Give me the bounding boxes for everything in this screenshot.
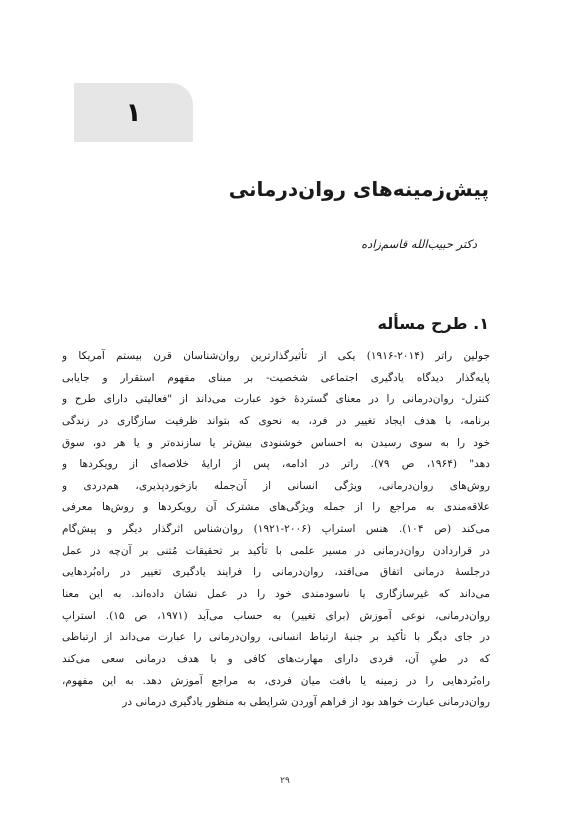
section-heading: ۱. طرح مسأله [377,314,489,333]
body-line: خود را به سوی رسیدن به احساس خوشنودی بیش‌تر یا سازنده‌تر و یا هر دو، سوق [62,436,490,449]
body-line: می‌کند (ص ۱۰۴). هنس استراپ (۲۰۰۶-۱۹۲۱) روان‌شناس اثرگذار دیگر و پیش‌گام [62,523,490,536]
body-line: برنامه، با هدف ایجاد تغییر در فرد، به نحوی که بتواند ظرفیت سازگاری در زندگی [62,414,490,427]
body-line: پایه‌گذار دیدگاه یادگیری اجتماعی شخصیت- بر مبنای مفهوم استقرار و جایابی [62,371,490,384]
body-paragraph [62,346,490,714]
body-line: روش‌های روان‌درمانی، ویژگی انسانی از آن‌جمله بازخوردپذیری، هم‌دردی و [62,479,490,492]
body-line: دهد" (۱۹۶۴، ص ۷۹). راتر در ادامه، پس از ارایهٔ خلاصه‌ای از رویکردها و [62,458,490,471]
body-line: کنترل- روان‌درمانی را در معنای گستردهٔ خود عبارت می‌داند از "فعالیتی دارای طرح و [62,393,490,406]
body-line: در جای دیگر با تأکید بر جنبهٔ ارتباط انسانی، روان‌درمانی را عبارت می‌داند از ارتباطی [62,631,490,644]
body-line: می‌داند که غیرسازگاری یا ناسودمندی خود را در عمل نشان داده‌اند. به این معنا [62,588,490,601]
body-line: علاقه‌مندی به مراجع را از جمله ویژگی‌های مشترک آن رویکردها و روش‌ها معرفی [62,501,490,514]
body-line: راه‌بُردهایی را در زمینه یا بافت میان فردی، به مراجع آموزش دهد. به این مفهوم، [62,674,490,687]
page-number: ۲۹ [280,776,290,786]
chapter-number: ۱ [125,97,142,128]
author-name: دکتر حبیب‌الله قاسم‌زاده [361,237,477,251]
body-line: در قراردادن روان‌درمانی در مسیر علمی با تأکید بر تحقیقات مُتنی بر آن‌چه در عمل [62,544,490,557]
chapter-title: پیش‌زمینه‌های روان‌درمانی [228,177,489,201]
chapter-number-box [74,83,193,142]
body-line: که در طیِ آن، فردی دارای مهارت‌های کافی و با هدف درمانی سعی می‌کند [62,652,490,665]
body-line: روان‌درمانی عبارت خواهد بود از فراهم آوردن شرایطی به منظور یادگیری درمانی در [122,696,490,709]
body-line: روان‌درمانی، نوعی آموزش (برای تغییر) به حساب می‌آید (۱۹۷۱، ص ۱۵). استراپ [62,609,490,622]
body-line: جولین راتر (۲۰۱۴-۱۹۱۶) یکی از تأثیرگذارترین روان‌شناسان قرن بیستم آمریکا و [62,350,490,362]
body-line: درجلسهٔ درمانی اتفاق می‌افتد، روان‌درمانی را فرایند یادگیری تغییر در راه‌بُردهایی [62,566,490,579]
